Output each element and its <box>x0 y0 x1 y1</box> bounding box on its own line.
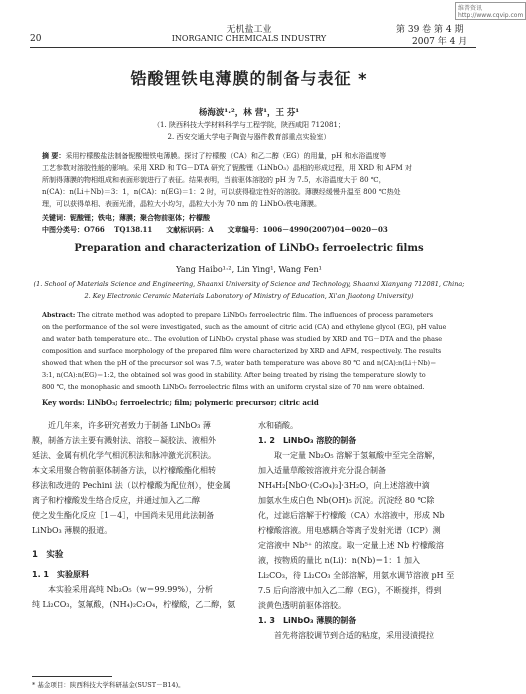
body-line: 淡黄色透明前驱体溶胶。 <box>258 601 346 610</box>
abstract-en-line: showed that when the pH of the precursor sol was 7.5, water bath temperature was above 80 ℃ and n(CA):n(Li＋Nb)＝ <box>42 359 437 367</box>
body-line: LiNbO₃ 薄膜的报道。 <box>32 526 113 535</box>
abstract-en-label: Abstract: <box>42 311 76 319</box>
journal-name-en: INORGANIC CHEMICALS INDUSTRY <box>171 34 327 43</box>
footnote-rule <box>32 676 112 677</box>
body-line: 使之发生酯化反应［1－4］，中国尚未见用此法制备 <box>32 511 215 520</box>
body-line: Li₂CO₃，待 Li₂CO₃ 全部溶解，用氨水调节溶液 pH 至 <box>258 571 455 580</box>
section-heading-1-3: 1. 3 LiNbO₃ 薄膜的制备 <box>258 616 357 625</box>
header-rule <box>30 47 476 48</box>
abstract-en-line: composition and surface morphology of the prepared film were characterized by XRD and AFM, respectively. The results <box>42 347 442 355</box>
body-line: 延法、金属有机化学气相沉积法和脉冲激光沉积法。 <box>32 451 216 460</box>
watermark: 维普资讯 http://www.cqvip.com <box>455 2 526 20</box>
abstract-cn-line: 工艺参数对溶胶性能的影响。采用 XRD 和 TG－DTA 研究了铌酸锂（LiNbO₃）晶相的形成过程，用 XRD 和 AFM 对 <box>42 164 412 172</box>
authors-cn: 杨海波¹·²，林 营¹，王 芬¹ <box>198 108 300 118</box>
body-line: 离子和柠檬酸发生络合反应，并通过加入乙二醇 <box>32 496 200 505</box>
footnote: * 基金项目：陕西科技大学科研基金(SUST－B14)。 <box>32 681 185 689</box>
right-column <box>258 418 470 643</box>
abstract-cn-label: 摘 要： <box>42 151 66 160</box>
abstract-en-line: on the performance of the sol were investigated, such as the amount of citric acid (CA) and ethylene glycol (EG), pH value <box>42 323 447 331</box>
title-cn: 锆酸锂铁电薄膜的制备与表征 * <box>130 69 368 88</box>
volume-issue: 第 39 卷 第 4 期 <box>396 25 464 35</box>
classification-line: 中图分类号：O766 TQ138.11 文献标识码：A 文章编号：1006－4990(2007)04－0020－03 <box>42 225 388 234</box>
section-heading-1-1: 1. 1 实验原料 <box>32 570 89 579</box>
intro-paragraph <box>32 418 242 538</box>
section-heading-1: 1 实验 <box>32 550 64 560</box>
body-line: 加氨水生成白色 Nb(OH)₅ 沉淀。沉淀经 80 ℃除 <box>258 496 435 505</box>
body-line: 近几年来，许多研究者致力于制备 LiNbO₃ 薄 <box>48 421 211 430</box>
abstract-cn <box>42 150 462 210</box>
abstract-cn-line: n(CA)：n(Li＋Nb)＝3：1，n(CA)：n(EG)＝1：2 时，可以获得稳定性好的溶胶。薄膜经缓慢升温至 800 ℃热处 <box>42 188 401 196</box>
body-line: 化，过滤后溶解于柠檬酸（CA）水溶液中，形成 Nb <box>258 511 445 520</box>
abstract-en <box>42 309 462 393</box>
title-en: Preparation and characterization of LiNbO₃ ferroelectric films <box>74 243 424 254</box>
body-line: 加入适量草酸铵溶液并充分混合制备 <box>258 466 386 475</box>
left-column <box>32 418 242 612</box>
abstract-cn-line: 所制得薄膜的物相组成和表面形貌进行了表征。结果表明，当前驱体溶胶的 pH 为 7.5，水浴温度大于 80 ℃， <box>42 176 386 184</box>
keywords-cn: 关键词：铌酸锂；铁电；薄膜；聚合物前驱体；柠檬酸 <box>42 213 210 222</box>
keywords-en: Key words: LiNbO₃; ferroelectric; film; polymeric precursor; citric acid <box>42 398 319 407</box>
abstract-en-line: 3:1, n(CA):n(EG)＝1:2, the obtained sol was good in stability. After being treated by rising the temperature slowly to <box>42 371 426 379</box>
body-line: 液，按物质的量比 n(Li)：n(Nb)＝1：1 加入 <box>258 556 421 565</box>
abstract-en-line: The citrate method was adopted to prepare LiNbO₃ ferroelectric film. The influences of process parameters <box>77 311 434 319</box>
page-number: 20 <box>30 34 42 44</box>
abstract-cn-line: 理，可以获得单相、表面光滑，晶粒大小均匀，晶粒大小为 70 nm 的 LiNbO₃铁电薄膜。 <box>42 200 321 208</box>
body-line: 定溶液中 Nb⁵⁺ 的浓度。取一定量上述 Nb 柠檬酸溶 <box>258 541 444 550</box>
body-line: 柠檬酸溶液。用电感耦合等离子发射光谱（ICP）测 <box>258 526 441 535</box>
authors-en: Yang Haibo¹·², Lin Ying¹, Wang Fen¹ <box>176 265 322 274</box>
body-line: 移法和改进的 Pechini 法（以柠檬酸为配位剂），使金属 <box>32 481 231 490</box>
section-heading-1-2: 1. 2 LiNbO₃ 溶胶的制备 <box>258 436 357 445</box>
affiliation-en-1: (1. School of Materials Science and Engineering, Shaanxi University of Science and Technology, Shaanxi Xianyang 712081, China; <box>33 280 465 288</box>
body-line: 取一定量 Nb₂O₅ 溶解于氢氟酸中至完全溶解， <box>274 451 441 460</box>
publication-date: 2007 年 4 月 <box>412 37 468 47</box>
body-line: 本文采用聚合物前驱体制备方法，以柠檬酸酯化相转 <box>32 466 216 475</box>
abstract-en-line: 800 ℃, the monophasic and smooth LiNbO₃ ferroelectric films with an uniform crystal size of 70 nm were obtained. <box>42 383 425 391</box>
body-line: NH₄H₂[NbO·(C₂O₄)₃]·3H₂O，向上述溶液中滴 <box>258 481 430 490</box>
abstract-en-line: and water bath temperature etc.. The evolution of LiNbO₃ crystal phase was studied by XRD and TG－DTA and the phase <box>42 335 443 343</box>
body-line: 纯 Li₂CO₃，氢氟酸，(NH₄)₂C₂O₄，柠檬酸，乙二醇，氨 <box>32 600 236 609</box>
journal-name-cn: 无机盐工业 <box>226 25 272 35</box>
affiliation-cn-2: 2. 西安交通大学电子陶瓷与器件教育部重点实验室） <box>167 133 331 141</box>
body-line: 水和硝酸。 <box>258 421 298 430</box>
affiliation-cn-1: （1. 陕西科技大学材料科学与工程学院，陕西咸阳 712081； <box>153 121 345 129</box>
body-line: 首先将溶胶调节到合适的粘度，采用浸渍提拉 <box>274 631 434 640</box>
body-line: 膜，制备方法主要有溅射法、溶胶－凝胶法、液相外 <box>32 436 216 445</box>
abstract-cn-line: 采用柠檬酸盐法制备铌酸锂铁电薄膜。探讨了柠檬酸（CA）和乙二醇（EG）的用量，pH 和水浴温度等 <box>65 152 387 160</box>
body-line: 本实验采用高纯 Nb₂O₅（w＝99.99%），分析 <box>48 585 213 594</box>
body-line: 7.5 后向溶液中加入乙二醇（EG），不断搅拌，得到 <box>258 586 442 595</box>
affiliation-en-2: 2. Key Electronic Ceramic Materials Laboratory of Ministry of Education, Xi'an Jiaotong University) <box>84 292 414 300</box>
